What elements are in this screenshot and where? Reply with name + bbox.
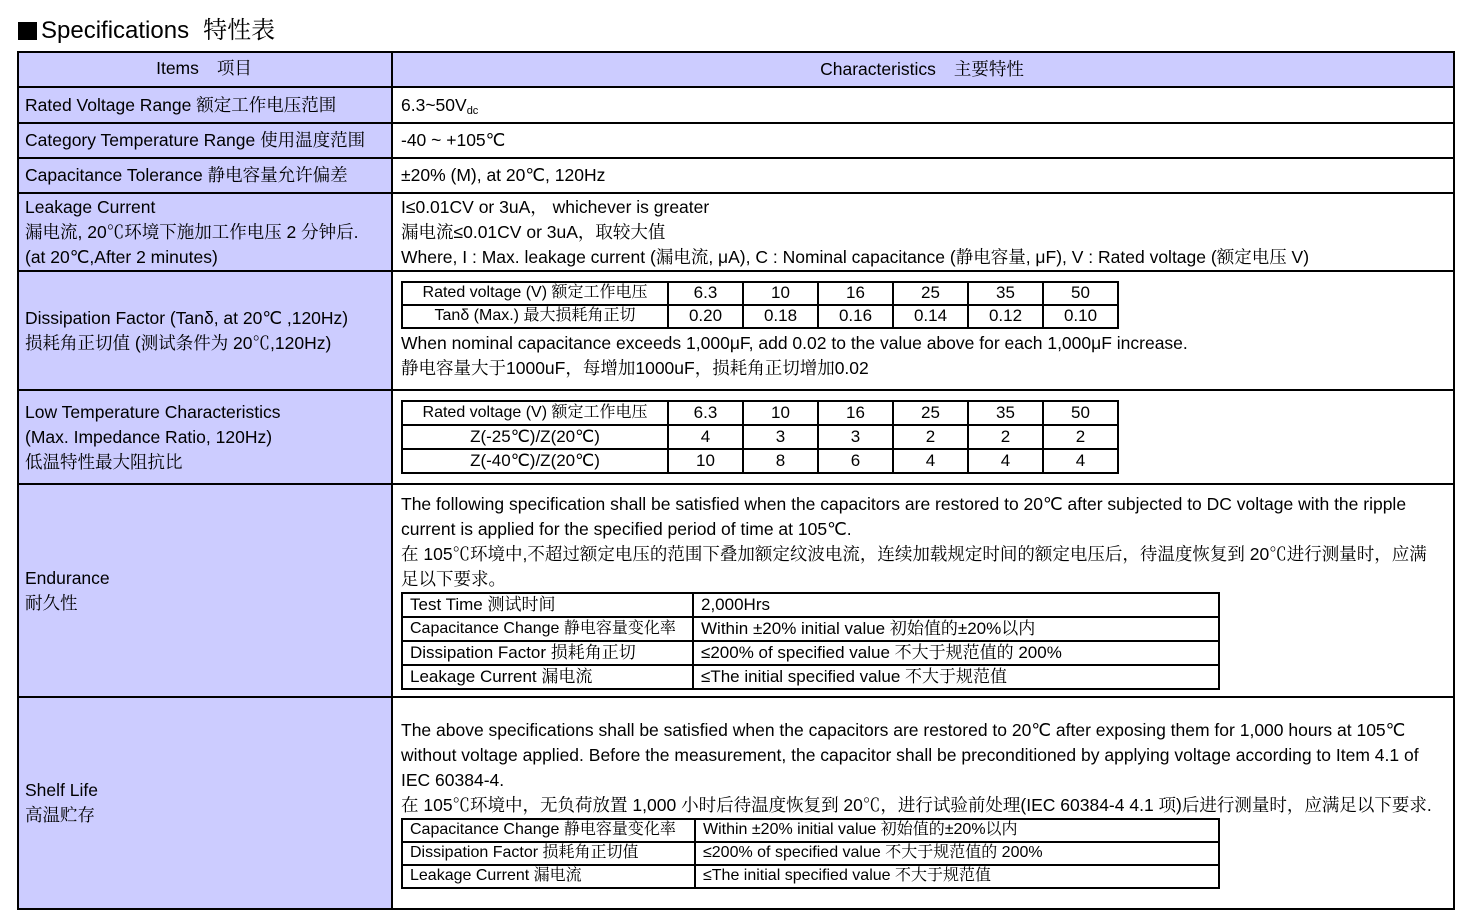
lt-cell: 3 xyxy=(743,425,818,449)
lt-cell: 4 xyxy=(968,449,1043,473)
endurance-item: Capacitance Change 静电容量变化率 xyxy=(402,617,693,641)
df-label-line: 损耗角正切值 (测试条件为 20℃,120Hz) xyxy=(25,332,332,353)
shelf-table-row xyxy=(402,865,1219,888)
shelf-criterion: ≤200% of specified value 不大于规范值的 200% xyxy=(695,842,1219,865)
endurance-table-row xyxy=(402,641,1219,665)
df-cell: 0.10 xyxy=(1043,305,1118,328)
endurance-table-row xyxy=(402,593,1219,617)
df-cell: 10 xyxy=(743,282,818,305)
leakage-current-value xyxy=(392,193,1454,271)
df-row-header: Tanδ (Max.) 最大损耗角正切 xyxy=(402,305,668,328)
lt-cell: 16 xyxy=(818,401,893,425)
capacitance-tolerance-label: Capacitance Tolerance 静电容量允许偏差 xyxy=(18,158,392,193)
shelf-table-row xyxy=(402,842,1219,865)
df-tan-delta-row xyxy=(402,305,1118,328)
endurance-label-line: Endurance xyxy=(25,567,110,588)
lt-cell: 10 xyxy=(743,401,818,425)
characteristics-header-cn: 主要特性 xyxy=(953,59,1024,79)
lt-cell: 35 xyxy=(968,401,1043,425)
lt-row-header: Rated voltage (V) 额定工作电压 xyxy=(402,401,668,425)
lt-label-line: Low Temperature Characteristics xyxy=(25,401,281,422)
low-temperature-value xyxy=(392,390,1454,484)
endurance-table xyxy=(401,592,1220,690)
page-title xyxy=(18,16,275,46)
lt-label-line: 低温特性最大阻抗比 xyxy=(25,451,183,472)
shelf-item: Dissipation Factor 损耗角正切值 xyxy=(402,842,695,865)
df-note-line: When nominal capacitance exceeds 1,000μF, add 0.02 to the value above for each 1,000μF increase. xyxy=(401,332,1188,353)
shelf-text-line: without voltage applied. Before the measurement, the capacitor shall be preconditioned by applying voltage according to Item 4.1 of xyxy=(401,744,1419,765)
dissipation-factor-row xyxy=(18,271,1454,390)
lt-cell: 2 xyxy=(893,425,968,449)
capacitance-tolerance-value: ±20% (M), at 20℃, 120Hz xyxy=(392,158,1454,193)
characteristics-header xyxy=(392,52,1454,87)
shelf-life-label xyxy=(18,697,392,909)
temperature-range-row xyxy=(18,123,1454,158)
shelf-table-row xyxy=(402,819,1219,842)
leakage-label-line: 漏电流, 20℃环境下施加工作电压 2 分钟后. xyxy=(25,221,359,242)
endurance-text-line: 足以下要求。 xyxy=(401,568,506,589)
endurance-criterion: ≤The initial specified value 不大于规范值 xyxy=(693,665,1219,689)
endurance-text-line: The following specification shall be satisfied when the capacitors are restored to 20℃ after subjected to DC voltage with the ripple xyxy=(401,493,1407,514)
title-cn: 特性表 xyxy=(203,17,276,44)
endurance-text-line: current is applied for the specified period of time at 105℃. xyxy=(401,518,852,539)
rated-voltage-row xyxy=(18,87,1454,123)
df-cell: 35 xyxy=(968,282,1043,305)
lt-cell: 4 xyxy=(1043,449,1118,473)
title-square-marker-icon xyxy=(18,22,37,40)
leakage-value-line: Where, I : Max. leakage current (漏电流, μA), C : Nominal capacitance (静电容量, μF), V : Rated voltage (额定电压 V) xyxy=(401,246,1310,267)
df-row-header: Rated voltage (V) 额定工作电压 xyxy=(402,282,668,305)
lt-cell: 3 xyxy=(818,425,893,449)
df-label-line: Dissipation Factor (Tanδ, at 20℃ ,120Hz) xyxy=(25,307,349,328)
shelf-text-line: IEC 60384-4. xyxy=(401,769,505,790)
df-cell: 0.18 xyxy=(743,305,818,328)
shelf-text-line: 在 105℃环境中，无负荷放置 1,000 小时后待温度恢复到 20℃，进行试验前处理(IEC 60384-4 4.1 项)后进行测量时，应满足以下要求. xyxy=(401,794,1432,815)
endurance-table-row xyxy=(402,617,1219,641)
endurance-value xyxy=(392,484,1454,697)
df-cell: 0.16 xyxy=(818,305,893,328)
leakage-value-line: I≤0.01CV or 3uA， whichever is greater xyxy=(401,196,710,217)
lt-row-header: Z(-25℃)/Z(20℃) xyxy=(402,425,668,449)
lt-cell: 2 xyxy=(968,425,1043,449)
shelf-label-line: 高温贮存 xyxy=(25,805,95,825)
lt-row-header: Z(-40℃)/Z(20℃) xyxy=(402,449,668,473)
shelf-item: Leakage Current 漏电流 xyxy=(402,865,695,888)
endurance-item: Test Time 测试时间 xyxy=(402,593,693,617)
df-cell: 6.3 xyxy=(668,282,743,305)
items-header-en: Items xyxy=(156,57,199,78)
dissipation-factor-value xyxy=(392,271,1454,390)
rated-voltage-value-subscript: dc xyxy=(466,104,479,117)
capacitance-tolerance-row xyxy=(18,158,1454,193)
low-temperature-table xyxy=(401,400,1119,474)
lt-cell: 50 xyxy=(1043,401,1118,425)
rated-voltage-label: Rated Voltage Range 额定工作电压范围 xyxy=(18,87,392,123)
lt-cell: 10 xyxy=(668,449,743,473)
rated-voltage-value xyxy=(392,87,1454,123)
shelf-label-line: Shelf Life xyxy=(25,780,98,800)
df-cell: 0.12 xyxy=(968,305,1043,328)
df-cell: 0.20 xyxy=(668,305,743,328)
df-cell: 50 xyxy=(1043,282,1118,305)
characteristics-header-en: Characteristics xyxy=(820,59,936,79)
df-rated-voltage-row xyxy=(402,282,1118,305)
temperature-range-value: -40 ~ +105℃ xyxy=(392,123,1454,158)
endurance-row xyxy=(18,484,1454,697)
leakage-value-line: 漏电流≤0.01CV or 3uA，取较大值 xyxy=(401,221,666,242)
shelf-criterion: Within ±20% initial value 初始值的±20%以内 xyxy=(695,819,1219,842)
items-header xyxy=(18,52,392,87)
shelf-life-table xyxy=(401,818,1220,889)
shelf-life-row xyxy=(18,697,1454,909)
endurance-criterion: ≤200% of specified value 不大于规范值的 200% xyxy=(693,641,1219,665)
lt-cell: 25 xyxy=(893,401,968,425)
endurance-criterion: 2,000Hrs xyxy=(693,593,1219,617)
dissipation-factor-table xyxy=(401,281,1119,329)
endurance-item: Dissipation Factor 损耗角正切 xyxy=(402,641,693,665)
endurance-item: Leakage Current 漏电流 xyxy=(402,665,693,689)
specifications-table xyxy=(17,51,1455,910)
leakage-current-row xyxy=(18,193,1454,271)
shelf-life-value xyxy=(392,697,1454,909)
endurance-table-row xyxy=(402,665,1219,689)
shelf-criterion: ≤The initial specified value 不大于规范值 xyxy=(695,865,1219,888)
leakage-label-line: (at 20℃,After 2 minutes) xyxy=(25,246,218,267)
lt-minus25-row xyxy=(402,425,1118,449)
lt-cell: 4 xyxy=(668,425,743,449)
lt-cell: 6 xyxy=(818,449,893,473)
endurance-label-line: 耐久性 xyxy=(25,592,78,613)
lt-minus40-row xyxy=(402,449,1118,473)
temperature-range-label: Category Temperature Range 使用温度范围 xyxy=(18,123,392,158)
leakage-label-line: Leakage Current xyxy=(25,196,156,217)
df-cell: 0.14 xyxy=(893,305,968,328)
endurance-text-line: 在 105℃环境中,不超过额定电压的范围下叠加额定纹波电流，连续加载规定时间的额定电压后，待温度恢复到 20℃进行测量时，应满 xyxy=(401,543,1427,564)
dissipation-factor-label xyxy=(18,271,392,390)
lt-cell: 6.3 xyxy=(668,401,743,425)
shelf-text-line: The above specifications shall be satisfied when the capacitors are restored to 20℃ after exposing them for 1,000 hours at 105℃ xyxy=(401,719,1406,740)
endurance-label xyxy=(18,484,392,697)
title-en: Specifications xyxy=(41,17,190,44)
low-temperature-row xyxy=(18,390,1454,484)
items-header-cn: 项目 xyxy=(216,57,252,78)
lt-cell: 8 xyxy=(743,449,818,473)
endurance-criterion: Within ±20% initial value 初始值的±20%以内 xyxy=(693,617,1219,641)
lt-cell: 2 xyxy=(1043,425,1118,449)
lt-cell: 4 xyxy=(893,449,968,473)
df-cell: 25 xyxy=(893,282,968,305)
df-cell: 16 xyxy=(818,282,893,305)
lt-rated-voltage-row xyxy=(402,401,1118,425)
low-temperature-label xyxy=(18,390,392,484)
header-row xyxy=(18,52,1454,87)
df-notes xyxy=(401,331,1445,381)
df-note-line: 静电容量大于1000uF，每增加1000uF，损耗角正切增加0.02 xyxy=(401,357,869,378)
rated-voltage-value-text: 6.3~50V xyxy=(401,94,467,115)
lt-label-line: (Max. Impedance Ratio, 120Hz) xyxy=(25,426,273,447)
shelf-item: Capacitance Change 静电容量变化率 xyxy=(402,819,695,842)
leakage-current-label xyxy=(18,193,392,271)
